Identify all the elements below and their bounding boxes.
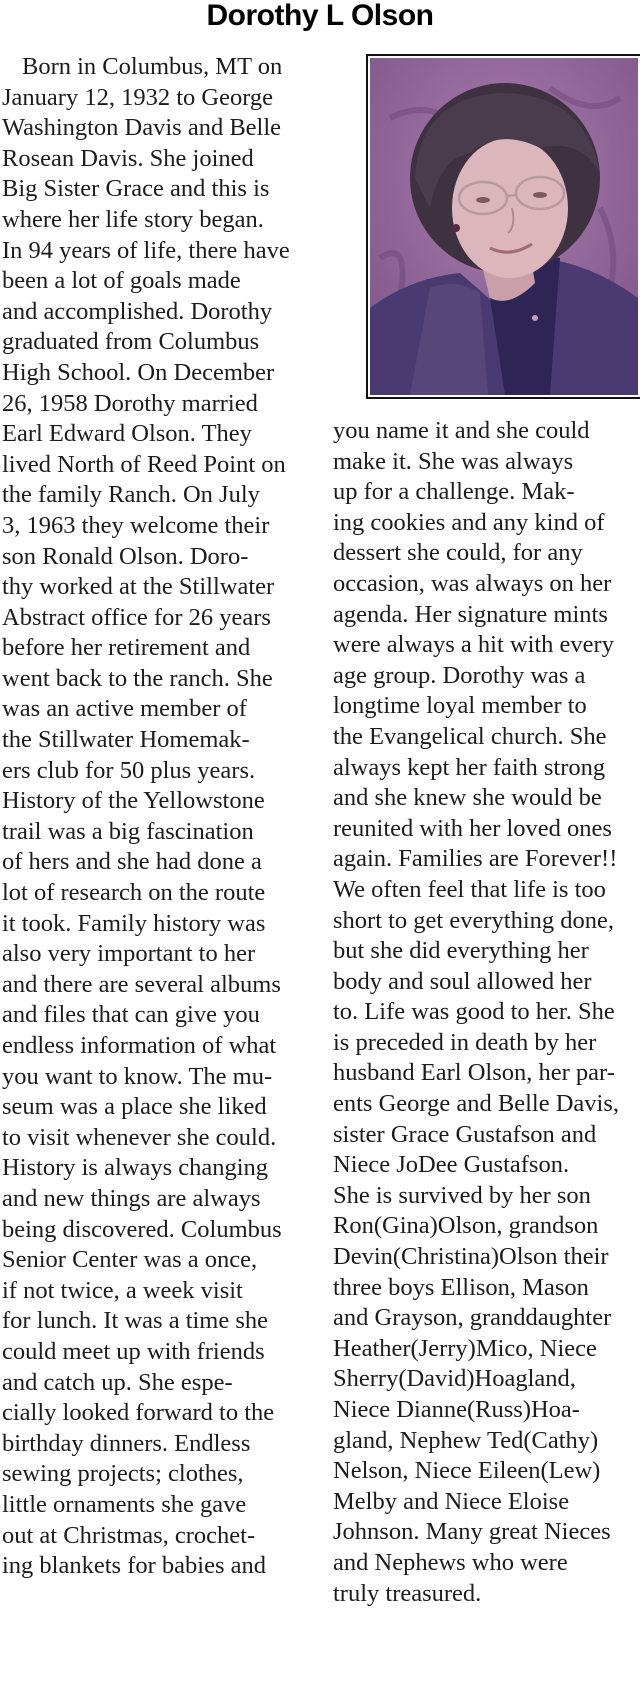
text-line: and catch up. She espe-	[2, 1368, 233, 1396]
text-line: Rosean Davis. She joined	[2, 144, 254, 172]
text-line: 26, 1958 Dorothy married	[2, 389, 258, 417]
text-line: and new things are always	[2, 1184, 261, 1212]
text-line: History of the Yellowstone	[2, 787, 265, 815]
text-line: Niece JoDee Gustafson.	[333, 1151, 570, 1179]
text-line: up for a challenge. Mak-	[333, 478, 575, 506]
text-line: We often feel that life is too	[333, 875, 606, 903]
text-line: always kept her faith strong	[333, 753, 606, 781]
text-line: if not twice, a week visit	[2, 1276, 243, 1304]
text-line: for lunch. It was a time she	[2, 1307, 269, 1335]
text-line: and Grayson, granddaughter	[333, 1304, 612, 1332]
text-line: was an active member of	[2, 695, 247, 723]
obituary-column-left	[2, 52, 320, 1582]
text-line: short to get everything done,	[333, 906, 615, 934]
obituary-title: Dorothy L Olson	[206, 0, 434, 32]
text-line: before her retirement and	[2, 634, 251, 662]
text-line: make it. She was always	[333, 447, 574, 475]
text-line: and accomplished. Dorothy	[2, 297, 273, 325]
text-line: the Stillwater Homemak-	[2, 726, 250, 754]
text-line: you want to know. The mu-	[2, 1062, 273, 1090]
text-line: reunited with her loved ones	[333, 814, 612, 842]
text-line: could meet up with friends	[2, 1337, 265, 1365]
text-line: Devin(Christina)Olson their	[333, 1243, 609, 1271]
text-line: sewing projects; clothes,	[2, 1460, 244, 1488]
text-line: birthday dinners. Endless	[2, 1429, 251, 1457]
text-line: but she did everything her	[333, 937, 589, 965]
text-line: out at Christmas, crochet-	[2, 1521, 256, 1549]
text-line: three boys Ellison, Mason	[333, 1273, 589, 1301]
text-line: and Nephews who were	[333, 1548, 568, 1576]
text-line: to. Life was good to her. She	[333, 998, 615, 1026]
text-line: lot of research on the route	[2, 879, 266, 907]
text-line: body and soul allowed her	[333, 967, 592, 995]
text-line: Born in Columbus, MT on	[22, 53, 283, 80]
text-line: Nelson, Niece Eileen(Lew)	[333, 1457, 601, 1485]
text-line: Big Sister Grace and this is	[2, 175, 270, 203]
text-line: January 12, 1932 to George	[2, 83, 274, 111]
text-line: ers club for 50 plus years.	[2, 756, 256, 784]
text-line: High School. On December	[2, 358, 275, 386]
text-line: age group. Dorothy was a	[333, 661, 586, 689]
text-line: son Ronald Olson. Doro-	[2, 542, 249, 570]
text-line: longtime loyal member to	[333, 692, 587, 720]
text-line: the family Ranch. On July	[2, 481, 260, 509]
text-line: and she knew she would be	[333, 784, 602, 812]
text-line: Abstract office for 26 years	[2, 603, 271, 631]
text-line: Melby and Niece Eloise	[333, 1487, 570, 1515]
text-line: of hers and she had done a	[2, 848, 262, 876]
text-line: graduated from Columbus	[2, 328, 260, 356]
text-line: you name it and she could	[333, 417, 590, 444]
obituary-column-right	[333, 416, 640, 1609]
text-line: and files that can give you	[2, 1001, 260, 1029]
text-line: again. Families are Forever!!	[333, 845, 618, 873]
text-line: being discovered. Columbus	[2, 1215, 282, 1243]
text-line: truly treasured.	[333, 1579, 482, 1607]
text-line: Sherry(David)Hoagland,	[333, 1365, 576, 1393]
text-line: Ron(Gina)Olson, grandson	[333, 1212, 599, 1240]
text-line: went back to the ranch. She	[2, 664, 273, 692]
text-line: also very important to her	[2, 940, 256, 968]
text-line: Senior Center was a once,	[2, 1246, 258, 1274]
text-line: ents George and Belle Davis,	[333, 1090, 619, 1118]
text-line: Washington Davis and Belle	[2, 114, 282, 142]
text-line: thy worked at the Stillwater	[2, 573, 275, 601]
text-line: it took. Family history was	[2, 909, 266, 937]
text-line: gland, Nephew Ted(Cathy)	[333, 1426, 599, 1454]
text-line: seum was a place she liked	[2, 1093, 267, 1121]
text-line: husband Earl Olson, her par-	[333, 1059, 615, 1087]
text-line: Johnson. Many great Nieces	[333, 1518, 611, 1546]
text-line: endless information of what	[2, 1032, 277, 1059]
text-line: lived North of Reed Point on	[2, 450, 286, 478]
text-line: She is survived by her son	[333, 1181, 591, 1209]
text-line: were always a hit with every	[333, 631, 614, 659]
text-line: agenda. Her signature mints	[333, 600, 608, 628]
text-line: dessert she could, for any	[333, 539, 583, 567]
text-line: Niece Dianne(Russ)Hoa-	[333, 1396, 580, 1423]
text-line: little ornaments she gave	[2, 1490, 247, 1518]
text-line: where her life story began.	[2, 205, 264, 233]
text-line: is preceded in death by her	[333, 1028, 597, 1056]
text-line: History is always changing	[2, 1154, 269, 1182]
text-line: cially looked forward to the	[2, 1399, 275, 1427]
text-line: sister Grace Gustafson and	[333, 1120, 597, 1148]
text-line: ing cookies and any kind of	[333, 508, 605, 536]
portrait-photo-frame	[366, 54, 640, 399]
text-line: the Evangelical church. She	[333, 722, 607, 750]
text-line: trail was a big fascination	[2, 817, 254, 845]
text-line: Earl Edward Olson. They	[2, 420, 252, 448]
text-line: to visit whenever she could.	[2, 1123, 277, 1151]
text-line: ing blankets for babies and	[2, 1552, 266, 1580]
text-line: occasion, was always on her	[333, 569, 612, 597]
portrait-illustration	[370, 58, 638, 395]
text-line: been a lot of goals made	[2, 267, 241, 295]
text-line: Heather(Jerry)Mico, Niece	[333, 1334, 597, 1362]
text-line: 3, 1963 they welcome their	[2, 511, 270, 539]
portrait-photo	[370, 58, 638, 395]
text-line: In 94 years of life, there have	[2, 236, 290, 264]
text-line: and there are several albums	[2, 970, 281, 998]
